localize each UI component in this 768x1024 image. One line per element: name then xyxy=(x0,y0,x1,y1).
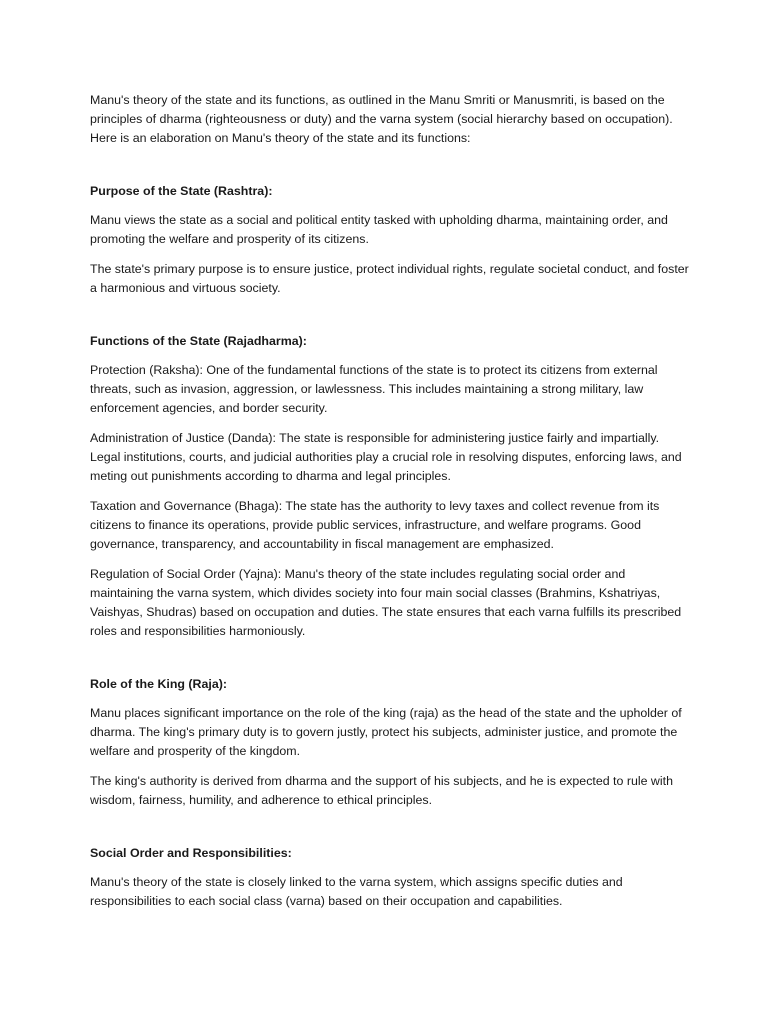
section-functions xyxy=(90,332,690,641)
section-paragraph: The king's authority is derived from dharma and the support of his subjects, and he is expected to rule with wisdom, fairness, humility, and adherence to ethical principles. xyxy=(90,774,673,807)
section-paragraph: Manu views the state as a social and political entity tasked with upholding dharma, maintaining order, and promoting the welfare and prosperity of its citizens. xyxy=(90,213,668,246)
section-paragraph: Manu's theory of the state is closely linked to the varna system, which assigns specific duties and responsibilities to each social class (varna) based on their occupation and capabilities. xyxy=(90,875,623,908)
section-paragraph: Regulation of Social Order (Yajna): Manu's theory of the state includes regulating social order and maintaining the varna system, which divides society into four main social classes (Brahmins, Kshatriyas, Vaishyas, Shudras) based on occupation and duties. The state ensures that each varna fulfills its prescribed roles and responsibilities harmoniously. xyxy=(90,567,682,638)
section-paragraph: Protection (Raksha): One of the fundamental functions of the state is to protect its citizens from external threats, such as invasion, aggression, or lawlessness. This includes maintaining a strong military, law enforcement agencies, and border security. xyxy=(90,363,658,415)
section-heading: Social Order and Responsibilities: xyxy=(90,846,292,860)
section-paragraph: Taxation and Governance (Bhaga): The state has the authority to levy taxes and collect revenue from its citizens to finance its operations, provide public services, infrastructure, and welfare programs. Good governance, transparency, and accountability in fiscal management are emphasized. xyxy=(90,499,660,551)
section-social-order xyxy=(90,844,690,911)
document-page xyxy=(90,91,690,922)
section-heading: Purpose of the State (Rashtra): xyxy=(90,184,273,198)
intro-paragraph: Manu's theory of the state and its functions, as outlined in the Manu Smriti or Manusmriti, is based on the principles of dharma (righteousness or duty) and the varna system (social hierarchy based on occupation). Here is an elaboration on Manu's theory of the state and its functions: xyxy=(90,93,673,145)
section-paragraph: Manu places significant importance on the role of the king (raja) as the head of the state and the upholder of dharma. The king's primary duty is to govern justly, protect his subjects, administer justice, and promote the welfare and prosperity of the kingdom. xyxy=(90,706,682,758)
section-paragraph: Administration of Justice (Danda): The state is responsible for administering justice fairly and impartially. Legal institutions, courts, and judicial authorities play a crucial role in resolving disputes, enforcing laws, and meting out punishments according to dharma and legal principles. xyxy=(90,431,682,483)
section-heading: Role of the King (Raja): xyxy=(90,677,227,691)
section-paragraph: The state's primary purpose is to ensure justice, protect individual rights, regulate societal conduct, and foster a harmonious and virtuous society. xyxy=(90,262,689,295)
section-purpose xyxy=(90,182,690,298)
section-king xyxy=(90,675,690,810)
section-heading: Functions of the State (Rajadharma): xyxy=(90,334,307,348)
